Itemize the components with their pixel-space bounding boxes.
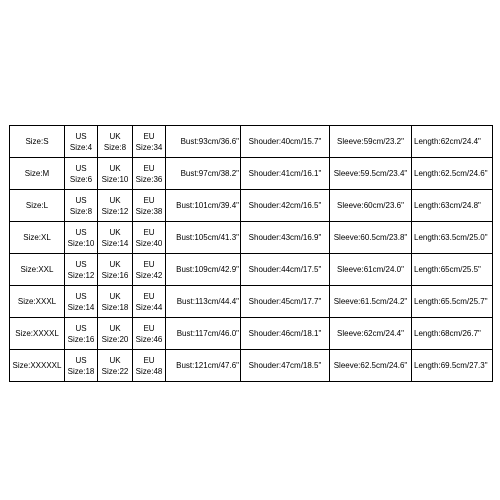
- bust-cell: [166, 222, 241, 254]
- eu-size-value: Size:48: [135, 366, 163, 376]
- eu-label: EU: [143, 131, 155, 141]
- sleeve-value: Sleeve:60.5cm/23.8": [333, 233, 408, 242]
- shoulder-value: Shouder:42cm/16.5": [248, 201, 322, 210]
- uk-size-value: Size:14: [101, 238, 129, 248]
- shoulder-value: Shouder:47cm/18.5": [248, 361, 322, 370]
- sleeve-cell: [330, 286, 412, 318]
- uk-size-value: Size:10: [101, 174, 129, 184]
- shoulder-value: Shouder:40cm/15.7": [248, 137, 322, 146]
- bust-value: Bust:109cm/42.9": [176, 265, 239, 274]
- uk-size-cell: [98, 222, 133, 254]
- us-size-value: Size:10: [67, 238, 95, 248]
- length-cell: [412, 190, 493, 222]
- us-size-value: Size:18: [67, 366, 95, 376]
- shoulder-cell: [241, 158, 330, 190]
- size-cell: [10, 190, 65, 222]
- bust-cell: [166, 158, 241, 190]
- sleeve-cell: [330, 190, 412, 222]
- size-cell: [10, 350, 65, 382]
- size-cell: [10, 254, 65, 286]
- uk-size-value: Size:16: [101, 270, 129, 280]
- us-label: US: [75, 163, 87, 173]
- eu-label: EU: [143, 195, 155, 205]
- us-size-cell: [65, 158, 98, 190]
- us-size-cell: [65, 126, 98, 158]
- table-row: [10, 158, 493, 190]
- shoulder-cell: [241, 126, 330, 158]
- sleeve-value: Sleeve:61cm/24.0": [337, 265, 404, 274]
- shoulder-value: Shouder:45cm/17.7": [248, 297, 322, 306]
- us-size-cell: [65, 254, 98, 286]
- uk-size-cell: [98, 350, 133, 382]
- us-label: US: [75, 131, 87, 141]
- shoulder-cell: [241, 190, 330, 222]
- uk-size-cell: [98, 126, 133, 158]
- us-size-value: Size:14: [67, 302, 95, 312]
- uk-label: UK: [109, 131, 121, 141]
- size-cell: [10, 286, 65, 318]
- us-size-value: Size:12: [67, 270, 95, 280]
- table-row: [10, 318, 493, 350]
- length-cell: [412, 318, 493, 350]
- eu-size-cell: [133, 286, 166, 318]
- size-label: Size:M: [24, 169, 50, 178]
- size-cell: [10, 158, 65, 190]
- bust-cell: [166, 254, 241, 286]
- us-label: US: [75, 259, 87, 269]
- uk-size-value: Size:8: [103, 142, 127, 152]
- table-row: [10, 350, 493, 382]
- uk-label: UK: [109, 355, 121, 365]
- sleeve-value: Sleeve:61.5cm/24.2": [333, 297, 408, 306]
- sleeve-cell: [330, 126, 412, 158]
- size-label: Size:L: [25, 201, 49, 210]
- eu-size-cell: [133, 158, 166, 190]
- uk-size-cell: [98, 254, 133, 286]
- eu-size-cell: [133, 126, 166, 158]
- shoulder-value: Shouder:46cm/18.1": [248, 329, 322, 338]
- sleeve-value: Sleeve:59.5cm/23.4": [333, 169, 408, 178]
- shoulder-value: Shouder:41cm/16.1": [248, 169, 322, 178]
- us-label: US: [75, 291, 87, 301]
- bust-value: Bust:97cm/38.2": [180, 169, 239, 178]
- bust-cell: [166, 126, 241, 158]
- eu-size-cell: [133, 222, 166, 254]
- length-value: Length:65.5cm/25.7": [414, 297, 488, 306]
- size-label: Size:XXL: [20, 265, 54, 274]
- length-cell: [412, 126, 493, 158]
- bust-value: Bust:121cm/47.6": [176, 361, 239, 370]
- eu-size-value: Size:46: [135, 334, 163, 344]
- bust-value: Bust:101cm/39.4": [176, 201, 239, 210]
- length-value: Length:68cm/26.7": [414, 329, 481, 338]
- eu-size-cell: [133, 190, 166, 222]
- sleeve-value: Sleeve:59cm/23.2": [337, 137, 404, 146]
- size-cell: [10, 318, 65, 350]
- shoulder-cell: [241, 318, 330, 350]
- uk-label: UK: [109, 227, 121, 237]
- eu-size-value: Size:34: [135, 142, 163, 152]
- size-label: Size:S: [25, 137, 49, 146]
- bust-value: Bust:113cm/44.4": [176, 297, 239, 306]
- uk-size-cell: [98, 318, 133, 350]
- bust-value: Bust:117cm/46.0": [176, 329, 239, 338]
- uk-label: UK: [109, 323, 121, 333]
- size-chart-body: [10, 126, 493, 382]
- length-value: Length:63cm/24.8": [414, 201, 481, 210]
- length-value: Length:65cm/25.5": [414, 265, 481, 274]
- length-value: Length:62cm/24.4": [414, 137, 481, 146]
- uk-size-cell: [98, 158, 133, 190]
- eu-label: EU: [143, 163, 155, 173]
- shoulder-cell: [241, 350, 330, 382]
- size-cell: [10, 222, 65, 254]
- eu-label: EU: [143, 291, 155, 301]
- eu-size-value: Size:44: [135, 302, 163, 312]
- size-cell: [10, 126, 65, 158]
- uk-size-cell: [98, 190, 133, 222]
- shoulder-value: Shouder:43cm/16.9": [248, 233, 322, 242]
- length-cell: [412, 158, 493, 190]
- size-label: Size:XXXL: [17, 297, 57, 306]
- us-label: US: [75, 227, 87, 237]
- shoulder-cell: [241, 286, 330, 318]
- bust-cell: [166, 318, 241, 350]
- eu-size-value: Size:38: [135, 206, 163, 216]
- length-value: Length:63.5cm/25.0": [414, 233, 488, 242]
- sleeve-value: Sleeve:62cm/24.4": [337, 329, 404, 338]
- bust-cell: [166, 286, 241, 318]
- table-row: [10, 222, 493, 254]
- shoulder-value: Shouder:44cm/17.5": [248, 265, 322, 274]
- shoulder-cell: [241, 222, 330, 254]
- length-cell: [412, 222, 493, 254]
- us-size-cell: [65, 190, 98, 222]
- table-row: [10, 286, 493, 318]
- sleeve-cell: [330, 318, 412, 350]
- size-label: Size:XXXXXL: [12, 361, 62, 370]
- bust-cell: [166, 350, 241, 382]
- sleeve-value: Sleeve:62.5cm/24.6": [333, 361, 408, 370]
- eu-label: EU: [143, 259, 155, 269]
- uk-size-value: Size:12: [101, 206, 129, 216]
- bust-value: Bust:105cm/41.3": [176, 233, 239, 242]
- uk-size-value: Size:22: [101, 366, 129, 376]
- us-label: US: [75, 195, 87, 205]
- table-row: [10, 126, 493, 158]
- uk-size-value: Size:18: [101, 302, 129, 312]
- size-label: Size:XXXXL: [15, 329, 59, 338]
- eu-label: EU: [143, 323, 155, 333]
- sleeve-cell: [330, 158, 412, 190]
- bust-cell: [166, 190, 241, 222]
- eu-label: EU: [143, 355, 155, 365]
- us-size-value: Size:16: [67, 334, 95, 344]
- us-size-value: Size:6: [69, 174, 93, 184]
- size-label: Size:XL: [23, 233, 51, 242]
- length-cell: [412, 254, 493, 286]
- uk-label: UK: [109, 195, 121, 205]
- eu-size-value: Size:42: [135, 270, 163, 280]
- sleeve-cell: [330, 254, 412, 286]
- eu-label: EU: [143, 227, 155, 237]
- eu-size-cell: [133, 350, 166, 382]
- us-size-cell: [65, 286, 98, 318]
- uk-size-value: Size:20: [101, 334, 129, 344]
- eu-size-value: Size:36: [135, 174, 163, 184]
- table-row: [10, 254, 493, 286]
- length-value: Length:69.5cm/27.3": [414, 361, 488, 370]
- uk-size-cell: [98, 286, 133, 318]
- uk-label: UK: [109, 259, 121, 269]
- length-cell: [412, 286, 493, 318]
- table-row: [10, 190, 493, 222]
- us-size-value: Size:4: [69, 142, 93, 152]
- us-size-value: Size:8: [69, 206, 93, 216]
- us-size-cell: [65, 222, 98, 254]
- us-label: US: [75, 355, 87, 365]
- shoulder-cell: [241, 254, 330, 286]
- us-label: US: [75, 323, 87, 333]
- length-cell: [412, 350, 493, 382]
- us-size-cell: [65, 350, 98, 382]
- size-chart-table: [9, 125, 493, 382]
- sleeve-cell: [330, 350, 412, 382]
- sleeve-value: Sleeve:60cm/23.6": [337, 201, 404, 210]
- eu-size-value: Size:40: [135, 238, 163, 248]
- eu-size-cell: [133, 254, 166, 286]
- uk-label: UK: [109, 291, 121, 301]
- eu-size-cell: [133, 318, 166, 350]
- us-size-cell: [65, 318, 98, 350]
- uk-label: UK: [109, 163, 121, 173]
- sleeve-cell: [330, 222, 412, 254]
- length-value: Length:62.5cm/24.6": [414, 169, 488, 178]
- bust-value: Bust:93cm/36.6": [180, 137, 239, 146]
